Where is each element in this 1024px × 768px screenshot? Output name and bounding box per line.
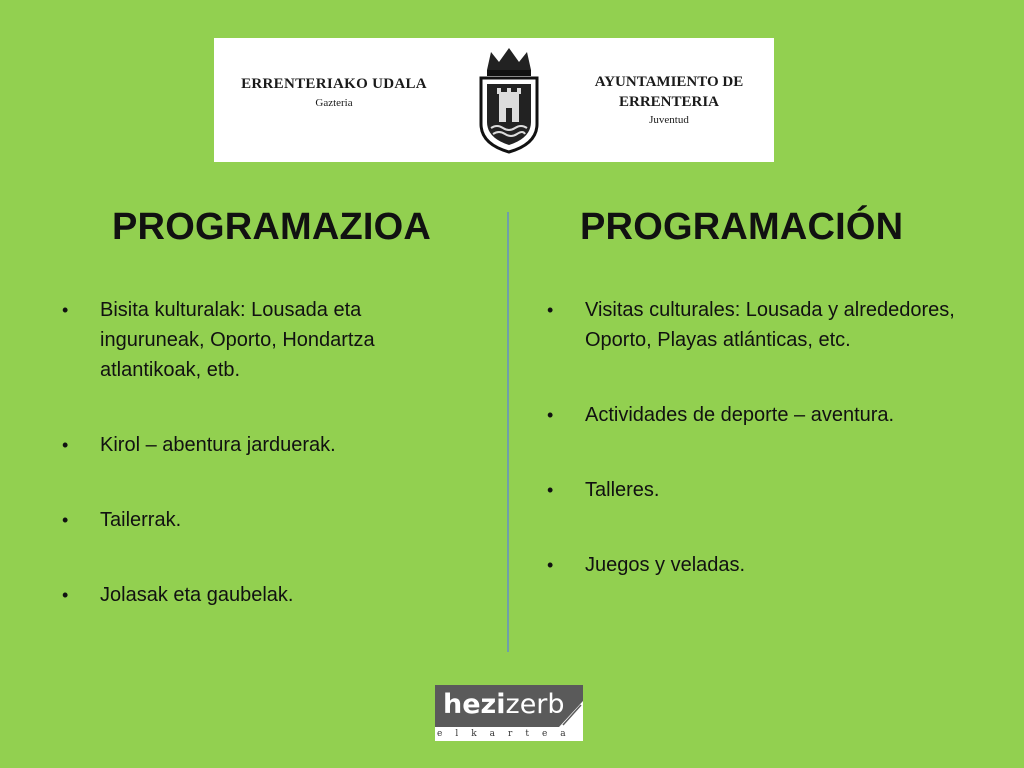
bullet-icon: •	[62, 300, 69, 320]
left-column-title: PROGRAMAZIOA	[112, 206, 432, 248]
list-item	[547, 550, 967, 580]
list-item-text: Talleres.	[585, 479, 660, 501]
list-item-text: Tailerrak.	[100, 509, 182, 531]
logo-brand-light: zerb	[505, 689, 565, 720]
list-item-text: Visitas culturales: Lousada y alrededores, Oporto, Playas atlánticas, etc.	[585, 299, 955, 351]
bullet-icon: •	[62, 435, 69, 455]
coat-of-arms-icon	[477, 44, 541, 154]
logo-sub-text: elkartea	[435, 727, 583, 741]
header-banner	[214, 38, 774, 162]
list-item-text: Juegos y veladas.	[585, 554, 746, 576]
bullet-icon: •	[547, 405, 554, 425]
header-right-name-line1: AYUNTAMIENTO DE	[594, 74, 744, 90]
bullet-icon: •	[547, 300, 554, 320]
logo-brand-text	[443, 689, 565, 720]
header-left-sub: Gazteria	[315, 97, 353, 109]
list-item-text: Actividades de deporte – aventura.	[585, 404, 895, 426]
logo-slash-icon	[559, 701, 583, 727]
bullet-icon: •	[547, 480, 554, 500]
header-right-sub: Juventud	[649, 114, 689, 126]
list-item	[62, 295, 462, 385]
list-item-text: Kirol – abentura jarduerak.	[100, 434, 336, 456]
right-column-title: PROGRAMACIÓN	[580, 206, 904, 248]
list-item-text: Bisita kulturalak: Lousada eta inguruneak, Oporto, Hondartza atlantikoak, etb.	[100, 299, 375, 381]
list-item-text: Jolasak eta gaubelak.	[100, 584, 294, 606]
logo-brand-bold: hezi	[443, 689, 506, 720]
hezizerb-logo	[435, 685, 583, 741]
bullet-icon: •	[62, 585, 69, 605]
header-right-name-line2: ERRENTERIA	[618, 94, 720, 110]
list-item	[62, 580, 462, 610]
list-item	[547, 475, 967, 505]
right-bullet-list	[547, 295, 967, 625]
list-item	[62, 505, 462, 535]
header-left-name: ERRENTERIAKO UDALA	[241, 76, 427, 92]
list-item	[62, 430, 462, 460]
list-item	[547, 295, 967, 355]
left-bullet-list	[62, 295, 462, 655]
header-right-block	[564, 72, 774, 126]
list-item	[547, 400, 967, 430]
header-left-block	[219, 76, 449, 109]
column-divider	[507, 212, 509, 652]
bullet-icon: •	[547, 555, 554, 575]
bullet-icon: •	[62, 510, 69, 530]
